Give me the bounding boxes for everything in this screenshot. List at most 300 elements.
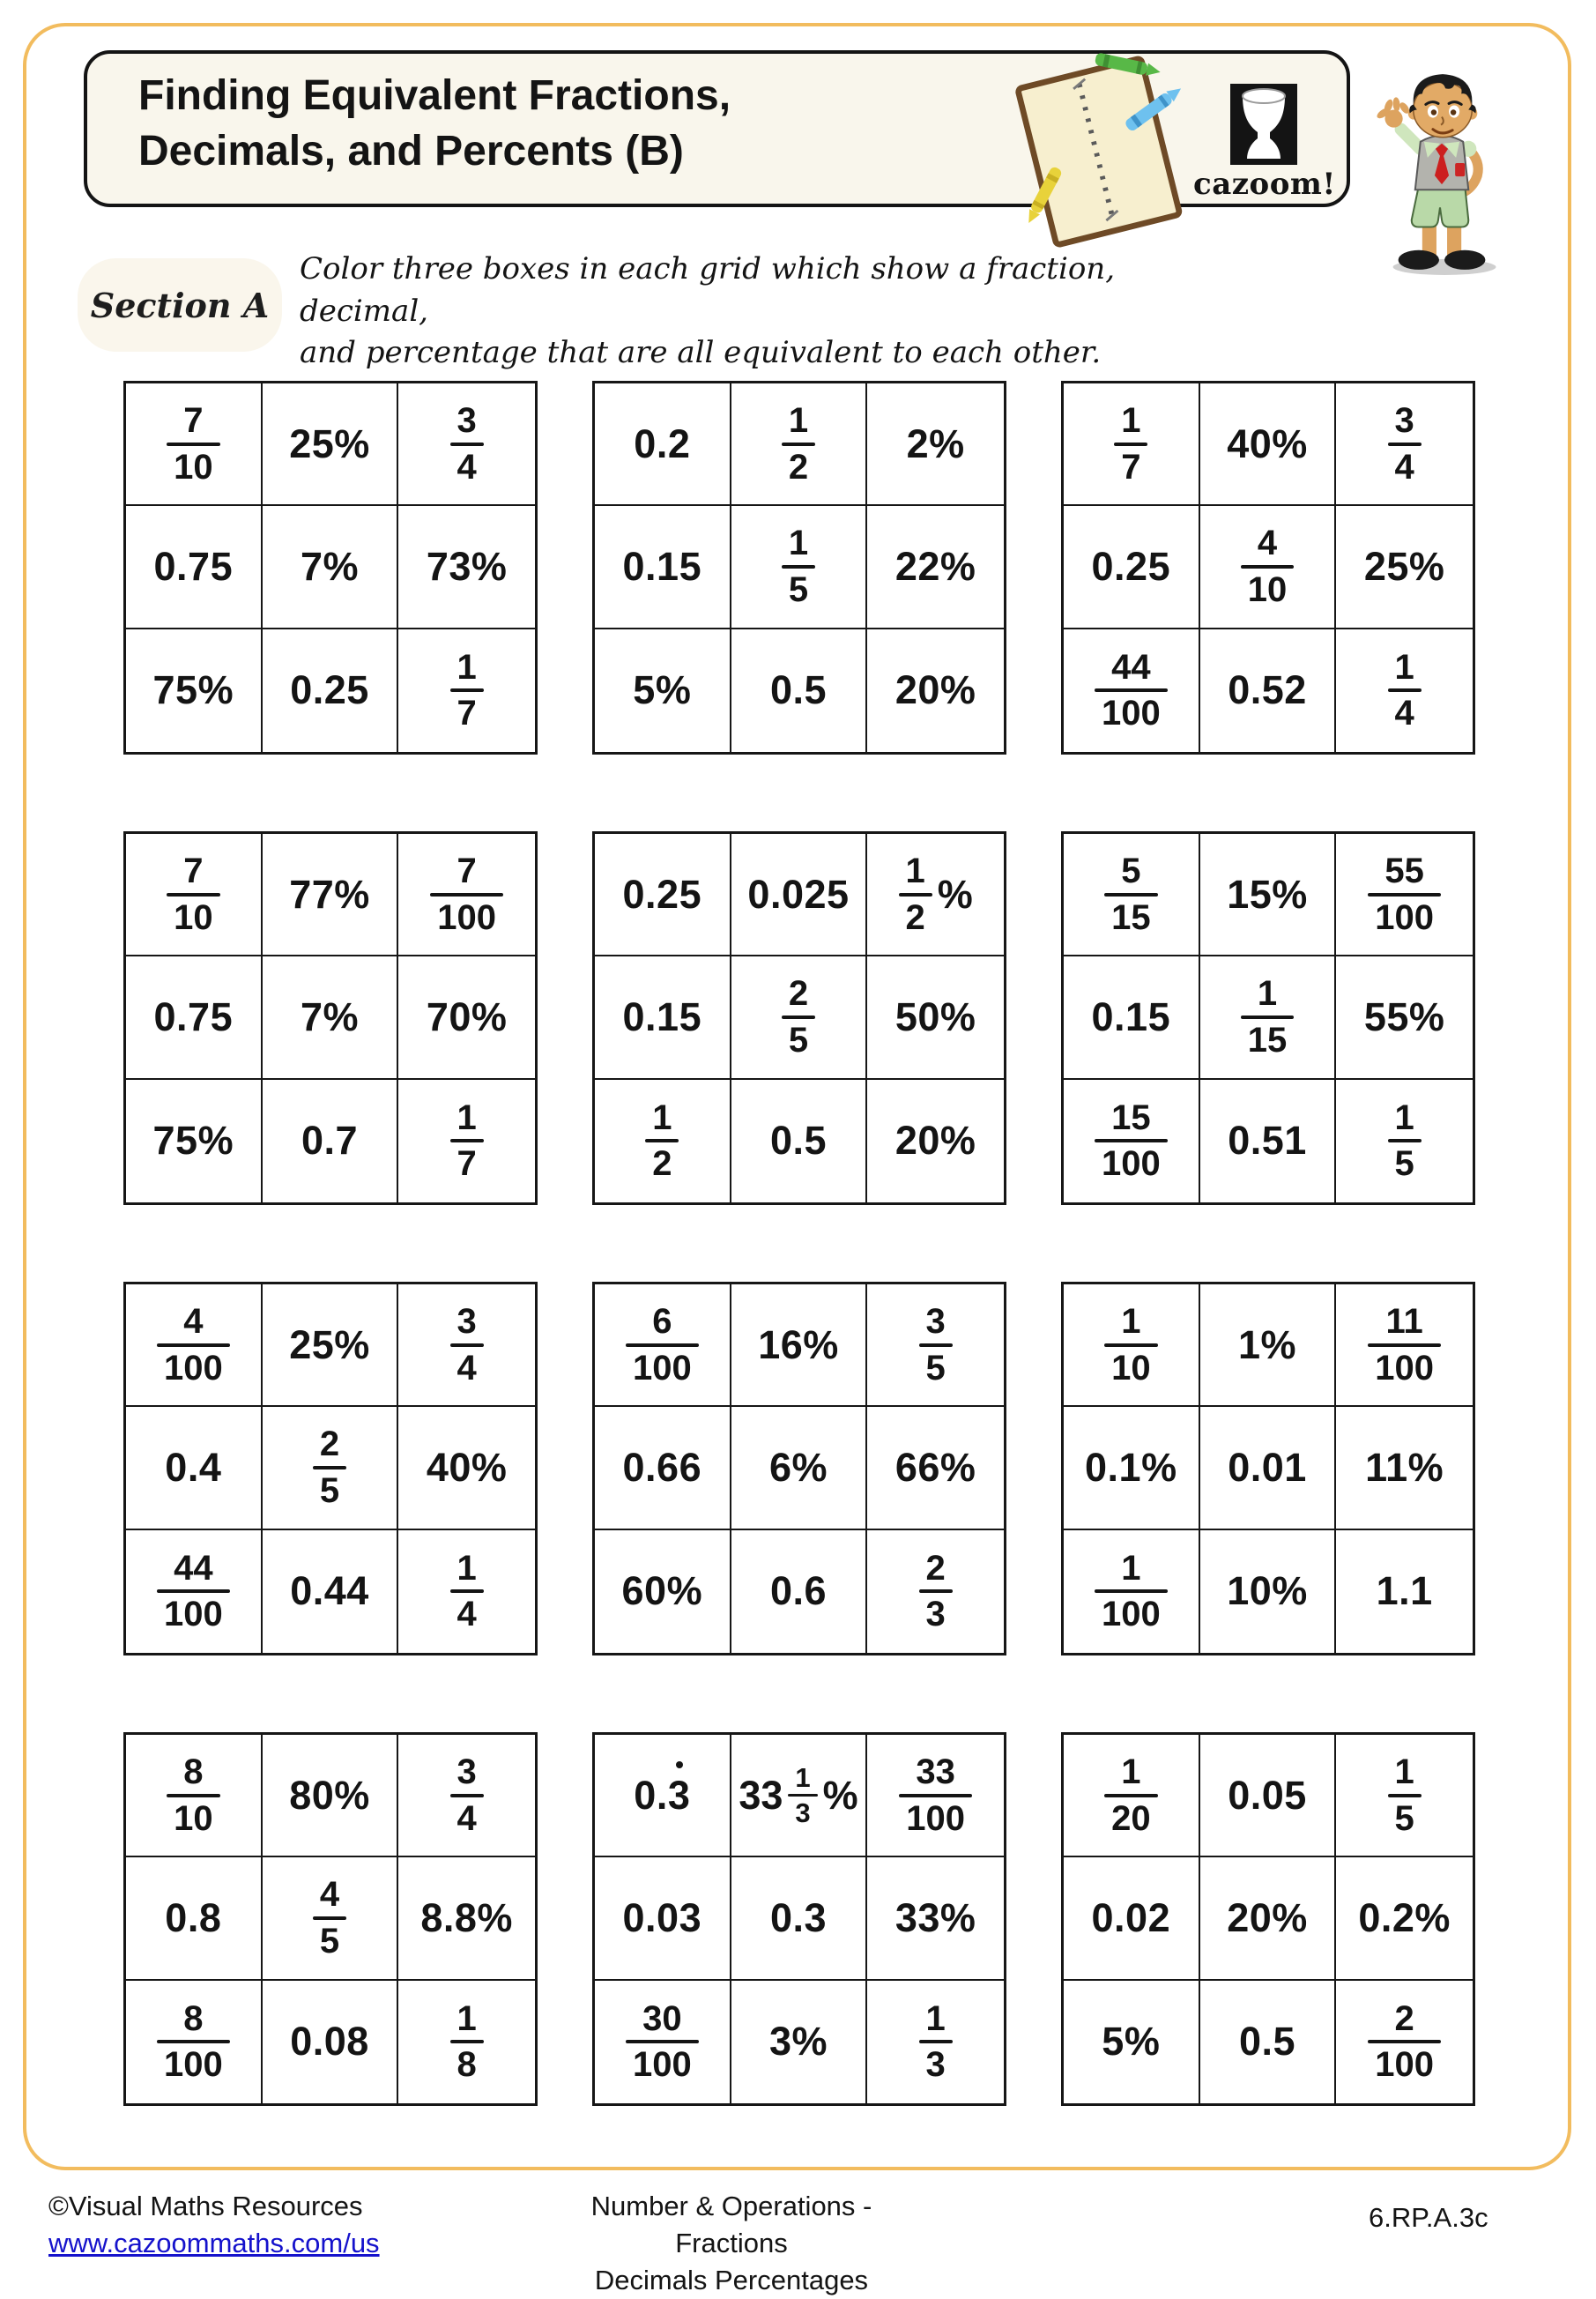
title-line-1: Finding Equivalent Fractions, [138,72,731,119]
fraction-denominator: 100 [632,2045,692,2085]
number-text: 0.02 [1091,1894,1171,1940]
grid-6-cell-r3c2[interactable] [1200,1080,1337,1202]
website-link[interactable]: www.cazoommaths.com/us [48,2227,380,2258]
cell-value [1092,544,1171,590]
fraction-bar [167,443,220,446]
fraction [626,1998,699,2085]
grid-8-cell-r3c1[interactable] [595,1530,731,1653]
grid-8-cell-r3c3[interactable] [867,1530,1004,1653]
cell-value [919,1548,953,1634]
grid-7-cell-r3c1[interactable] [126,1530,263,1653]
grid-12-cell-r1c2[interactable] [1200,1735,1337,1857]
fraction-numerator: 1 [457,647,477,687]
number-text: 40% [1227,420,1308,466]
fraction-denominator: 100 [437,897,497,937]
grid-4-cell-r1c3[interactable] [398,834,535,956]
fraction-numerator: 8 [183,1998,204,2038]
grid-3-cell-r3c2[interactable] [1200,629,1337,752]
fraction-bar [157,1589,230,1593]
cell-value [1241,525,1295,608]
grid-5-cell-r1c3[interactable] [867,834,1004,956]
grid-1-cell-r3c2[interactable] [263,629,399,752]
grid-4-cell-r3c1[interactable] [126,1080,263,1202]
grid-3-cell-r2c2[interactable] [1200,506,1337,629]
cell-value [919,1301,953,1388]
fraction [1388,647,1422,733]
fraction-denominator: 100 [906,1798,966,1838]
fraction [157,1998,230,2085]
number-text: 0.66 [622,1444,702,1490]
fraction-numerator: 55 [1384,851,1424,890]
grid-11-cell-r2c3[interactable] [867,1857,1004,1980]
grid-8-cell-r2c2[interactable] [731,1407,868,1529]
cell-value [1368,1301,1441,1388]
grid-10-cell-r1c2[interactable] [263,1735,399,1857]
fraction [1104,853,1158,936]
cell-value [1095,1097,1168,1184]
fraction [1095,647,1168,733]
grid-4-cell-r3c2[interactable] [263,1080,399,1202]
cell-value [1092,994,1171,1040]
number-text: 5% [1102,2019,1161,2065]
number-text: 0.3 [634,1772,691,1818]
fraction-bar [919,1589,953,1593]
grid-2-cell-r1c2[interactable] [731,383,868,506]
grid-5 [592,831,1006,1205]
fraction-bar [450,688,484,692]
fraction-denominator: 100 [1101,1144,1161,1184]
grid-2-cell-r1c1[interactable] [595,383,731,506]
grid-2-cell-r3c2[interactable] [731,629,868,752]
fraction-bar [157,2040,230,2043]
number-text: 1% [1237,1321,1297,1367]
number-text: 60% [621,1568,703,1614]
fraction-bar [1368,2040,1441,2043]
fraction-bar [1388,688,1422,692]
fraction-numerator: 1 [1394,1097,1414,1137]
fraction-bar [645,1139,679,1142]
page-title [138,68,731,180]
grid-2-cell-r3c1[interactable] [595,629,731,752]
grid-1-cell-r1c2[interactable] [263,383,399,506]
answer-grids [123,381,1475,2106]
fraction-numerator: 1 [652,1097,672,1137]
cell-value [769,2019,828,2065]
grid-6-cell-r2c3[interactable] [1336,956,1473,1079]
cell-value [301,544,359,590]
fraction-numerator: 1 [1257,974,1278,1014]
cazoom-logo [1193,84,1334,202]
footer-left [48,2188,380,2262]
cell-value [623,544,702,590]
fraction-bar [1104,1343,1158,1347]
fraction-denominator: 5 [788,569,809,609]
grid-2-cell-r1c3[interactable] [867,383,1004,506]
fraction-numerator: 1 [457,1998,477,2038]
fraction-denominator: 100 [163,2045,223,2085]
cell-value [626,1301,699,1388]
number-text: 0.2 [634,420,691,466]
fraction-bar [450,1139,484,1142]
grid-11-cell-r1c2[interactable] [731,1735,868,1857]
grid-2-cell-r3c3[interactable] [867,629,1004,752]
cell-value [153,1118,234,1164]
copyright-text: ©Visual Maths Resources [48,2191,363,2221]
grid-9-cell-r1c1[interactable] [1064,1284,1200,1407]
cell-value [450,1548,484,1634]
cell-value [450,400,484,487]
cell-value [290,2019,369,2065]
fraction-numerator: 3 [1394,400,1414,440]
fraction-bar [1104,893,1158,897]
cell-value [1085,1445,1177,1491]
grid-7-cell-r1c1[interactable] [126,1284,263,1407]
fraction-bar [430,893,503,897]
fraction-bar [1368,1343,1441,1347]
fraction-numerator: 1 [1394,647,1414,687]
grid-9-cell-r3c3[interactable] [1336,1530,1473,1653]
cell-value [633,667,691,713]
fraction-denominator: 7 [457,1144,477,1184]
number-text: 22% [895,543,976,589]
grid-11-cell-r3c2[interactable] [731,1981,868,2103]
grid-10-cell-r3c3[interactable] [398,1981,535,2103]
cell-value [427,544,508,590]
grid-2-cell-r2c1[interactable] [595,506,731,629]
grid-6-cell-r1c2[interactable] [1200,834,1337,956]
grid-4-cell-r2c1[interactable] [126,956,263,1079]
fraction-denominator: 100 [632,1348,692,1388]
number-text: 0.2% [1358,1894,1451,1940]
cell-value [907,421,965,467]
grid-8-cell-r2c1[interactable] [595,1407,731,1529]
cell-value [1364,544,1445,590]
number-text: 0.75 [153,543,234,589]
fraction-denominator: 10 [174,897,213,937]
cell-value [770,667,827,713]
grid-9-cell-r2c2[interactable] [1200,1407,1337,1529]
grid-10-cell-r1c3[interactable] [398,1735,535,1857]
grid-4-cell-r3c3[interactable] [398,1080,535,1202]
fraction-denominator: 8 [457,2045,477,2085]
grid-12-cell-r2c3[interactable] [1336,1857,1473,1980]
grid-6-cell-r1c1[interactable] [1064,834,1200,956]
instruction-text [300,249,1251,375]
cell-value [154,544,234,590]
grid-5-cell-r1c1[interactable] [595,834,731,956]
fraction-bar [1095,1589,1168,1593]
grid-5-cell-r1c2[interactable] [731,834,868,956]
grid-11-cell-r1c3[interactable] [867,1735,1004,1857]
fraction-numerator: 7 [183,400,204,440]
number-text: 20% [895,1118,976,1164]
grid-11-cell-r3c1[interactable] [595,1981,731,2103]
fraction [645,1097,679,1184]
cell-value [1227,1895,1308,1941]
fraction [313,1426,346,1509]
number-text: 25% [289,420,370,466]
cell-value [769,1445,828,1491]
fraction-numerator: 1 [1394,1752,1414,1791]
grid-5-cell-r2c2[interactable] [731,956,868,1079]
fraction-numerator: 7 [183,851,204,890]
grid-9-cell-r2c3[interactable] [1336,1407,1473,1529]
fraction-bar [1104,1794,1158,1797]
fraction-denominator: 4 [457,447,477,487]
fraction-bar [899,893,932,897]
grid-5-cell-r2c3[interactable] [867,956,1004,1079]
fraction [1368,1301,1441,1388]
grid-1-cell-r1c1[interactable] [126,383,263,506]
number-text: 0.03 [622,1894,702,1940]
grid-4-cell-r2c2[interactable] [263,956,399,1079]
fraction [899,1754,972,1837]
grid-9-cell-r3c1[interactable] [1064,1530,1200,1653]
fraction-bar [313,1916,346,1920]
fraction [788,1761,817,1829]
number-text: 20% [1227,1894,1308,1940]
grid-8-cell-r1c2[interactable] [731,1284,868,1407]
grid-9-cell-r1c2[interactable] [1200,1284,1337,1407]
fraction [167,400,220,487]
grid-3-cell-r1c2[interactable] [1200,383,1337,506]
mixed-number-whole: 33 [739,1772,783,1818]
cell-value [153,667,234,713]
fraction-bar [919,2040,953,2043]
fraction-bar [313,1466,346,1469]
cell-value [1104,1301,1158,1388]
grid-9 [1061,1282,1475,1655]
fraction-denominator: 10 [174,447,213,487]
grid-11-cell-r2c1[interactable] [595,1857,731,1980]
cell-value [1114,400,1147,487]
grid-6-cell-r1c3[interactable] [1336,834,1473,956]
number-text: 1.1 [1376,1568,1433,1614]
fraction-bar [626,1343,699,1347]
cell-value [450,1754,484,1837]
grid-7-cell-r2c1[interactable] [126,1407,263,1529]
grid-12-cell-r1c3[interactable] [1336,1735,1473,1857]
cell-value [1228,667,1307,713]
number-text: 8.8% [420,1894,513,1940]
cell-value [623,1895,702,1941]
grid-12-cell-r2c2[interactable] [1200,1857,1337,1980]
grid-11-cell-r2c2[interactable] [731,1857,868,1980]
grid-8 [592,1282,1006,1655]
cell-value [167,400,220,487]
number-text: 0.25 [290,667,369,713]
fraction [450,1301,484,1388]
grid-12-cell-r2c1[interactable] [1064,1857,1200,1980]
fraction [1388,1754,1422,1837]
grid-10-cell-r2c3[interactable] [398,1857,535,1980]
fraction [1104,1754,1158,1837]
cell-value [770,1895,827,1941]
cell-value [1358,1895,1451,1941]
fraction-denominator: 100 [1375,897,1435,937]
grid-8-cell-r3c2[interactable] [731,1530,868,1653]
grid-4-cell-r2c3[interactable] [398,956,535,1079]
grid-7-cell-r3c3[interactable] [398,1530,535,1653]
fraction [450,400,484,487]
fraction-denominator: 4 [1394,694,1414,733]
percent-suffix: % [937,871,973,917]
grid-7-cell-r3c2[interactable] [263,1530,399,1653]
fraction-bar [167,893,220,897]
grid-3-cell-r2c1[interactable] [1064,506,1200,629]
grid-8-cell-r1c1[interactable] [595,1284,731,1407]
grid-5-cell-r3c2[interactable] [731,1080,868,1202]
cell-value [622,1568,703,1614]
fraction-denominator: 100 [1101,1595,1161,1634]
grid-1-cell-r1c3[interactable] [398,383,535,506]
fraction-denominator: 100 [163,1595,223,1634]
fraction-numerator: 5 [1121,851,1141,890]
fraction [1241,525,1295,608]
fraction-bar [1241,1016,1295,1019]
grid-6-cell-r3c3[interactable] [1336,1080,1473,1202]
grid-7-cell-r2c2[interactable] [263,1407,399,1529]
grid-3-cell-r3c3[interactable] [1336,629,1473,752]
grid-1-cell-r2c2[interactable] [263,506,399,629]
fraction-bar [450,443,484,446]
grid-5-cell-r2c1[interactable] [595,956,731,1079]
grid-5-cell-r3c3[interactable] [867,1080,1004,1202]
grid-10-cell-r3c2[interactable] [263,1981,399,2103]
grid-8-cell-r2c3[interactable] [867,1407,1004,1529]
cell-value [289,421,370,467]
grid-6-cell-r3c1[interactable] [1064,1080,1200,1202]
fraction-numerator: 4 [319,1875,340,1915]
grid-6-cell-r2c2[interactable] [1200,956,1337,1079]
fraction-numerator: 3 [457,1301,477,1341]
fraction [1104,1301,1158,1388]
cell-value [1239,2019,1295,2065]
grid-12-cell-r1c1[interactable] [1064,1735,1200,1857]
number-text: 0.51 [1228,1118,1307,1164]
cell-value [290,1568,369,1614]
grid-6-cell-r2c1[interactable] [1064,956,1200,1079]
number-text: 25% [1363,543,1445,589]
grid-3-cell-r1c3[interactable] [1336,383,1473,506]
fraction-numerator: 1 [457,1097,477,1137]
grid-4-cell-r1c2[interactable] [263,834,399,956]
number-text: 73% [426,543,508,589]
grid-10-cell-r3c1[interactable] [126,1981,263,2103]
cell-value [899,1754,972,1837]
number-text: 0.025 [747,871,850,917]
fraction [1368,853,1441,936]
fraction [157,1301,230,1388]
grid-2-cell-r2c3[interactable] [867,506,1004,629]
cell-value [427,1445,508,1491]
grid-3-cell-r1c1[interactable] [1064,383,1200,506]
cell-value [157,1301,230,1388]
cell-value [895,544,976,590]
fraction-bar [788,1794,817,1797]
cell-value [450,1301,484,1388]
grid-9-cell-r2c1[interactable] [1064,1407,1200,1529]
grid-5-cell-r3c1[interactable] [595,1080,731,1202]
grid-3-cell-r3c1[interactable] [1064,629,1200,752]
fraction [782,400,815,487]
fraction-denominator: 5 [1394,1144,1414,1184]
grid-2 [592,381,1006,755]
fraction-denominator: 2 [788,447,809,487]
grid-11-cell-r3c3[interactable] [867,1981,1004,2103]
grid-8-cell-r1c3[interactable] [867,1284,1004,1407]
fraction-denominator: 4 [457,1595,477,1634]
grid-10-cell-r2c1[interactable] [126,1857,263,1980]
cell-value [1368,1998,1441,2085]
cell-value [313,1877,346,1960]
fraction [919,1301,953,1388]
grid-12-cell-r3c3[interactable] [1336,1981,1473,2103]
grid-7-cell-r1c3[interactable] [398,1284,535,1407]
number-text: 80% [289,1772,370,1818]
number-text: 0.15 [622,543,702,589]
grid-12-cell-r3c2[interactable] [1200,1981,1337,2103]
grid-10-cell-r1c1[interactable] [126,1735,263,1857]
fraction-bar [1095,1139,1168,1142]
grid-1-cell-r2c3[interactable] [398,506,535,629]
fraction-denominator: 100 [1375,2045,1435,2085]
fraction-bar [1114,443,1147,446]
grid-4 [123,831,538,1205]
grid-1-cell-r3c1[interactable] [126,629,263,752]
grid-11-cell-r1c1[interactable] [595,1735,731,1857]
fraction-denominator: 2 [652,1144,672,1184]
number-text: 0.01 [1228,1444,1307,1490]
fraction-numerator: 1 [1121,1752,1141,1791]
number-text: 7% [300,543,360,589]
fraction-numerator: 7 [457,851,477,890]
grid-9-cell-r3c2[interactable] [1200,1530,1337,1653]
cell-value [623,1445,702,1491]
fraction-numerator: 1 [925,1998,946,2038]
grid-2-cell-r2c2[interactable] [731,506,868,629]
grid-4-cell-r1c1[interactable] [126,834,263,956]
number-text: 70% [426,993,508,1039]
fraction-numerator: 1 [1121,1548,1141,1588]
fraction-numerator: 2 [788,974,809,1014]
cell-value [895,994,976,1040]
recurring-digit: 3 [667,1772,691,1818]
grid-10-cell-r2c2[interactable] [263,1857,399,1980]
cell-value [450,1998,484,2085]
number-text: 0.1% [1085,1444,1177,1490]
grid-7-cell-r1c2[interactable] [263,1284,399,1407]
number-text: 77% [289,871,370,917]
fraction [430,853,503,936]
fraction-bar [1388,443,1422,446]
cell-value [289,1773,370,1819]
fraction-numerator: 2 [925,1548,946,1588]
grid-12-cell-r3c1[interactable] [1064,1981,1200,2103]
number-text: 55% [1363,993,1445,1039]
grid-3-cell-r2c3[interactable] [1336,506,1473,629]
number-text: 0.44 [290,1568,369,1614]
grid-1-cell-r2c1[interactable] [126,506,263,629]
grid-1-cell-r3c3[interactable] [398,629,535,752]
cell-value [301,994,359,1040]
cell-value [167,853,220,936]
cell-value [1368,853,1441,936]
fraction-denominator: 4 [457,1798,477,1838]
grid-7-cell-r2c3[interactable] [398,1407,535,1529]
fraction-numerator: 44 [1111,647,1151,687]
grid-9-cell-r1c3[interactable] [1336,1284,1473,1407]
